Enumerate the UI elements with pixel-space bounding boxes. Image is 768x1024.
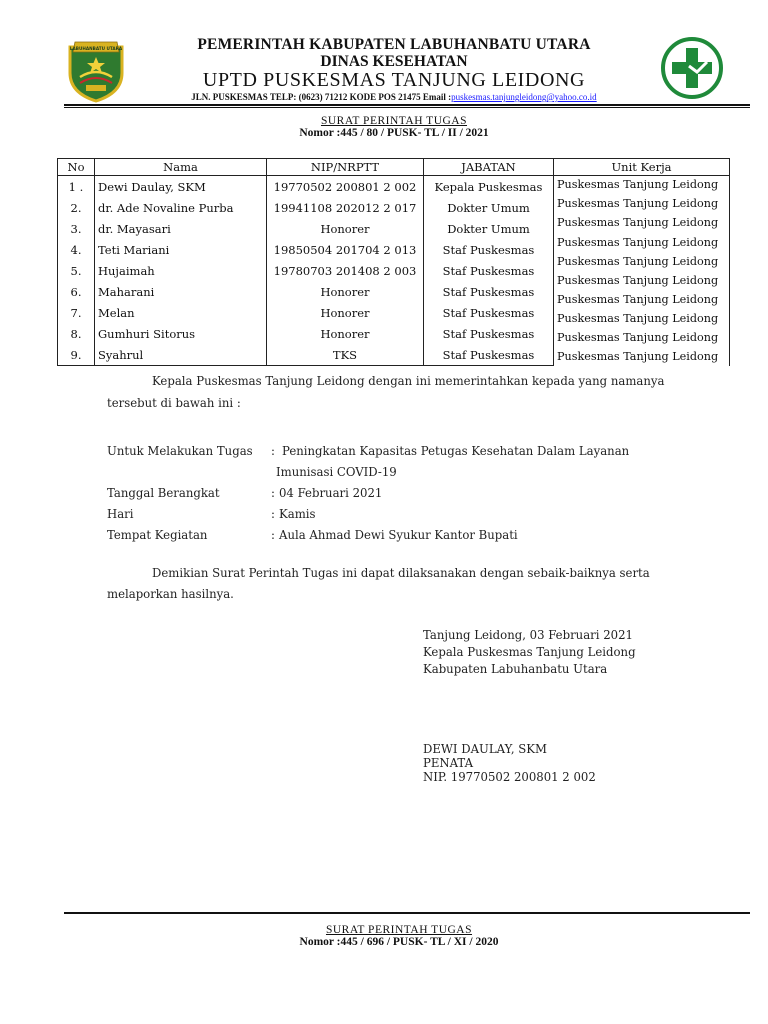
cell-nama: Maharani [95,281,267,302]
cell-jabatan: Dokter Umum [424,197,554,218]
header-rule-thick [64,104,750,106]
cell-nip: TKS [267,344,424,366]
table-header-row [58,159,730,176]
header-unit-kerja: Unit Kerja [554,159,730,176]
cell-jabatan: Dokter Umum [424,218,554,239]
cell-nama: Dewi Daulay, SKM [95,176,267,198]
cell-unit-kerja: Puskesmas Tanjung Leidong [557,178,719,192]
field-value-tempat: Aula Ahmad Dewi Syukur Kantor Bupati [279,528,518,542]
cell-no: 9. [58,344,95,366]
field-label-tugas: Untuk Melakukan Tugas [107,444,253,458]
intro-line-1: Kepala Puskesmas Tanjung Leidong dengan ini memerintahkan kepada yang namanya [152,374,665,388]
header-nip: NIP/NRPTT [267,159,424,176]
field-sep-tempat: : [271,528,275,542]
field-sep-hari: : [271,507,275,521]
page-break-rule [64,912,750,914]
closing-line-1: Demikian Surat Perintah Tugas ini dapat dilaksanakan dengan sebaik-baiknya serta [152,566,650,580]
field-label-hari: Hari [107,507,134,521]
cell-no: 3. [58,218,95,239]
cell-jabatan: Staf Puskesmas [424,260,554,281]
email-link[interactable]: puskesmas.tanjungleidong@yahoo.co.id [451,92,597,102]
cell-unit-kerja: Puskesmas Tanjung Leidong [557,312,719,326]
cell-no: 7. [58,302,95,323]
cell-no: 6. [58,281,95,302]
cell-unit-kerja: Puskesmas Tanjung Leidong [557,273,719,287]
field-value-tanggal: 04 Februari 2021 [279,486,383,500]
cell-nip: 19941108 202012 2 017 [267,197,424,218]
cell-unit-kerja: Puskesmas Tanjung Leidong [557,331,719,345]
document-heading: SURAT PERINTAH TUGAS [320,115,468,127]
field-value-tugas-2: Imunisasi COVID-19 [276,465,397,479]
header-rule-thin [64,107,750,108]
cell-nama: Teti Mariani [95,239,267,260]
cell-no: 5. [58,260,95,281]
signature-region: Kabupaten Labuhanbatu Utara [423,662,608,676]
cell-nama: dr. Ade Novaline Purba [95,197,267,218]
cell-nama: Gumhuri Sitorus [95,323,267,344]
document-number: Nomor :445 / 80 / PUSK- TL / II / 2021 [299,127,489,139]
cell-nip: Honorer [267,281,424,302]
signature-place-date: Tanjung Leidong, 03 Februari 2021 [423,628,633,642]
field-value-hari: Kamis [279,507,316,521]
signature-position: Kepala Puskesmas Tanjung Leidong [423,645,636,659]
cell-jabatan: Staf Puskesmas [424,302,554,323]
cell-unit-kerja: Puskesmas Tanjung Leidong [557,292,719,306]
cell-nip: Honorer [267,323,424,344]
header-no: No [58,159,95,176]
cell-jabatan: Staf Puskesmas [424,239,554,260]
cell-nip: 19770502 200801 2 002 [267,176,424,198]
signature-nip: NIP. 19770502 200801 2 002 [423,770,596,784]
signature-name: DEWI DAULAY, SKM [423,742,547,756]
cell-no: 8. [58,323,95,344]
cell-unit-kerja: Puskesmas Tanjung Leidong [557,254,719,268]
unit-kerja-column [554,176,730,366]
cell-jabatan: Staf Puskesmas [424,344,554,366]
cell-nip: Honorer [267,302,424,323]
cell-no: 1 . [58,176,95,198]
intro-line-2: tersebut di bawah ini : [107,396,241,410]
field-sep-tanggal: : [271,486,275,500]
cell-nip: 19780703 201408 2 003 [267,260,424,281]
field-label-tempat: Tempat Kegiatan [107,528,208,542]
cell-unit-kerja: Puskesmas Tanjung Leidong [557,235,719,249]
cell-unit-kerja: Puskesmas Tanjung Leidong [557,350,719,364]
cell-nama: Hujaimah [95,260,267,281]
address-text: JLN. PUSKESMAS TELP: (0623) 71212 KODE POS 21475 Email : [191,92,452,102]
table-row [58,176,730,198]
header-nama: Nama [95,159,267,176]
cell-unit-kerja: Puskesmas Tanjung Leidong [557,216,719,230]
cell-nama: Melan [95,302,267,323]
cell-no: 4. [58,239,95,260]
next-page-number: Nomor :445 / 696 / PUSK- TL / XI / 2020 [299,936,499,948]
institution-title: UPTD PUSKESMAS TANJUNG LEIDONG [202,69,586,91]
address-line [0,92,768,102]
field-label-tanggal: Tanggal Berangkat [107,486,220,500]
cell-nip: 19850504 201704 2 013 [267,239,424,260]
emblem-banner-text: LABUHANBATU UTARA [69,46,123,51]
cell-jabatan: Staf Puskesmas [424,281,554,302]
next-page-heading: SURAT PERINTAH TUGAS [325,924,473,936]
personnel-table [57,158,730,366]
signature-rank: PENATA [423,756,474,770]
cell-nama: Syahrul [95,344,267,366]
cell-nama: dr. Mayasari [95,218,267,239]
cell-jabatan: Kepala Puskesmas [424,176,554,198]
cell-nip: Honorer [267,218,424,239]
document-title-block [0,115,768,139]
cell-no: 2. [58,197,95,218]
field-sep-tugas: : [271,444,275,458]
closing-line-2: melaporkan hasilnya. [107,587,234,601]
field-value-tugas: Peningkatan Kapasitas Petugas Kesehatan Dalam Layanan [282,444,630,458]
cell-unit-kerja: Puskesmas Tanjung Leidong [557,197,719,211]
next-page-title-block [0,924,768,948]
cell-jabatan: Staf Puskesmas [424,323,554,344]
government-title: PEMERINTAH KABUPATEN LABUHANBATU UTARA [197,36,591,53]
department-title: DINAS KESEHATAN [320,53,468,70]
header-jabatan: JABATAN [424,159,554,176]
